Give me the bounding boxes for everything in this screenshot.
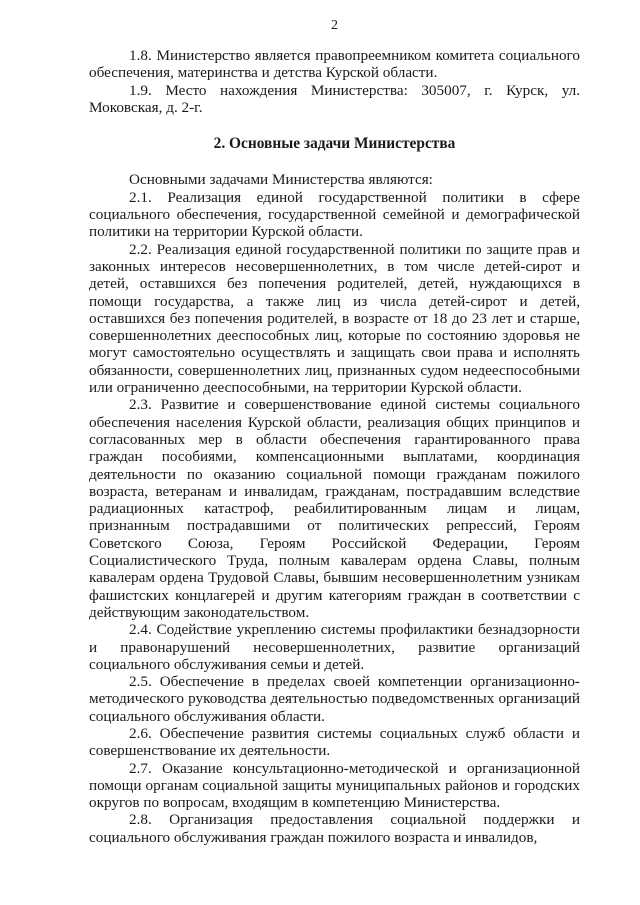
paragraph-1-9: 1.9. Место нахождения Министерства: 305007, г. Курск, ул. Моковская, д. 2-г. — [89, 81, 580, 116]
paragraph-2-7: 2.7. Оказание консультационно-методической и организационной помощи органам социальной защиты муниципальных районов и городских округов по вопросам, входящим в компетенцию Министерства. — [89, 759, 580, 812]
paragraph-2-5: 2.5. Обеспечение в пределах своей компетенции организационно-методического руководства деятельностью подведомственных организаций социального обслуживания области. — [89, 673, 580, 725]
section-intro: Основными задачами Министерства являются: — [129, 171, 433, 189]
document-body — [89, 47, 580, 846]
page-number: 2 — [331, 18, 338, 33]
paragraph-1-8: 1.8. Министерство является правопреемником комитета социального обеспечения, материнства и детства Курской области. — [89, 47, 580, 82]
paragraph-2-8: 2.8. Организация предоставления социальной поддержки и социального обслуживания граждан пожилого возраста и инвалидов, — [89, 811, 580, 846]
section-heading: 2. Основные задачи Министерства — [213, 135, 456, 153]
paragraph-2-2: 2.2. Реализация единой государственной политики по защите прав и законных интересов несовершеннолетних, в том числе детей-сирот и детей, оставшихся без попечения родителей, детей, нуждающихся в помощи государства, а также лиц из числа детей-сирот и детей, оставшихся без попечения родителей, в возрасте от 18 до 23 лет и старше, совершеннолетних дееспособных лиц, которые по состоянию здоровья не могут самостоятельно осуществлять и защищать свои права и исполнять обязанности, совершеннолетних лиц, признанных судом недееспособными или ограниченно дееспособными, на территории Курской области. — [89, 240, 580, 397]
paragraph-2-6: 2.6. Обеспечение развития системы социальных служб области и совершенствование их деятельности. — [89, 724, 580, 760]
paragraph-2-3: 2.3. Развитие и совершенствование единой системы социального обеспечения населения Курской области, реализация общих принципов и согласованных мер в области обеспечения гарантированного права граждан пособиями, компенсационными выплатами, координация деятельности по оказанию социальной помощи гражданам пожилого возраста, ветеранам и инвалидам, гражданам, пострадавшим вследствие радиационных катастроф, реабилитированным лицам и лицам, признанным пострадавшими от политических репрессий, Героям Советского Союза, Героям Российской Федерации, Героям Социалистического Труда, полным кавалерам ордена Славы, полным кавалерам ордена Трудовой Славы, бывшим несовершеннолетним узникам фашистских концлагерей и другим категориям граждан в соответствии с действующим законодательством. — [89, 396, 580, 621]
paragraph-2-4: 2.4. Содействие укреплению системы профилактики безнадзорности и правонарушений несовершеннолетних, развитие организаций социального обслуживания семьи и детей. — [89, 621, 580, 673]
paragraph-2-1: 2.1. Реализация единой государственной политики в сфере социального обеспечения, государственной семейной и демографической политики на территории Курской области. — [89, 188, 580, 241]
